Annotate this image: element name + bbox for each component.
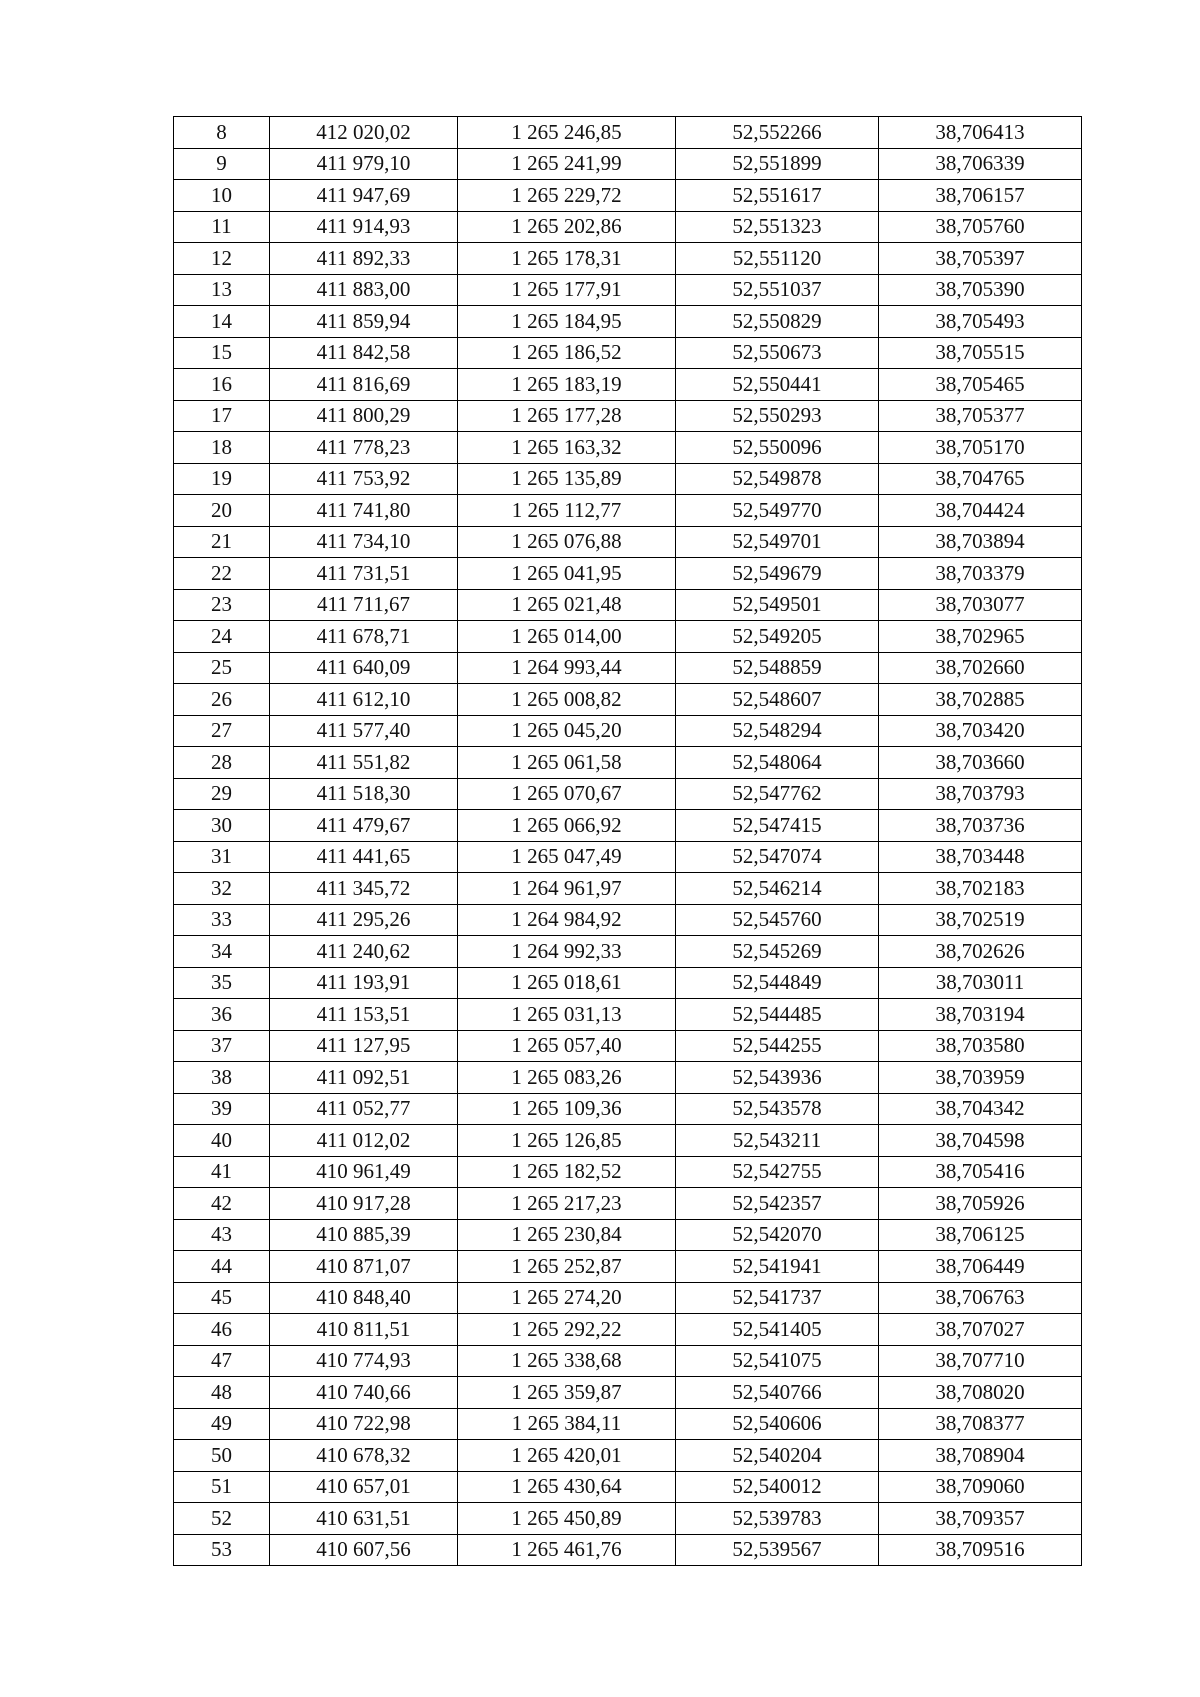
table-row	[174, 904, 1082, 936]
x-coordinate-cell: 410 774,93	[270, 1345, 458, 1377]
longitude-cell: 38,709516	[879, 1534, 1082, 1566]
latitude-cell: 52,550441	[676, 369, 879, 401]
longitude-cell: 38,703011	[879, 967, 1082, 999]
longitude-cell: 38,706157	[879, 180, 1082, 212]
longitude-cell: 38,705760	[879, 211, 1082, 243]
coordinates-table-body	[174, 117, 1082, 1566]
point-number-cell: 31	[174, 841, 270, 873]
point-number-cell: 8	[174, 117, 270, 149]
point-number-cell: 39	[174, 1093, 270, 1125]
longitude-cell: 38,709060	[879, 1471, 1082, 1503]
x-coordinate-cell: 411 612,10	[270, 684, 458, 716]
x-coordinate-cell: 411 741,80	[270, 495, 458, 527]
x-coordinate-cell: 410 848,40	[270, 1282, 458, 1314]
latitude-cell: 52,550829	[676, 306, 879, 338]
longitude-cell: 38,706125	[879, 1219, 1082, 1251]
point-number-cell: 46	[174, 1314, 270, 1346]
table-row	[174, 1408, 1082, 1440]
y-coordinate-cell: 1 265 230,84	[458, 1219, 676, 1251]
y-coordinate-cell: 1 265 420,01	[458, 1440, 676, 1472]
y-coordinate-cell: 1 265 384,11	[458, 1408, 676, 1440]
point-number-cell: 42	[174, 1188, 270, 1220]
y-coordinate-cell: 1 265 252,87	[458, 1251, 676, 1283]
table-row	[174, 526, 1082, 558]
x-coordinate-cell: 411 092,51	[270, 1062, 458, 1094]
x-coordinate-cell: 411 734,10	[270, 526, 458, 558]
latitude-cell: 52,543578	[676, 1093, 879, 1125]
table-row	[174, 400, 1082, 432]
x-coordinate-cell: 412 020,02	[270, 117, 458, 149]
longitude-cell: 38,705397	[879, 243, 1082, 275]
table-row	[174, 967, 1082, 999]
latitude-cell: 52,545269	[676, 936, 879, 968]
latitude-cell: 52,550293	[676, 400, 879, 432]
y-coordinate-cell: 1 264 993,44	[458, 652, 676, 684]
table-row	[174, 1251, 1082, 1283]
point-number-cell: 53	[174, 1534, 270, 1566]
latitude-cell: 52,547415	[676, 810, 879, 842]
y-coordinate-cell: 1 265 109,36	[458, 1093, 676, 1125]
x-coordinate-cell: 410 631,51	[270, 1503, 458, 1535]
point-number-cell: 23	[174, 589, 270, 621]
y-coordinate-cell: 1 265 177,28	[458, 400, 676, 432]
table-row	[174, 274, 1082, 306]
longitude-cell: 38,705377	[879, 400, 1082, 432]
table-row	[174, 306, 1082, 338]
latitude-cell: 52,548607	[676, 684, 879, 716]
latitude-cell: 52,548859	[676, 652, 879, 684]
y-coordinate-cell: 1 265 177,91	[458, 274, 676, 306]
longitude-cell: 38,705465	[879, 369, 1082, 401]
y-coordinate-cell: 1 265 047,49	[458, 841, 676, 873]
longitude-cell: 38,705170	[879, 432, 1082, 464]
y-coordinate-cell: 1 265 014,00	[458, 621, 676, 653]
latitude-cell: 52,540606	[676, 1408, 879, 1440]
x-coordinate-cell: 411 753,92	[270, 463, 458, 495]
table-row	[174, 243, 1082, 275]
table-row	[174, 495, 1082, 527]
y-coordinate-cell: 1 264 992,33	[458, 936, 676, 968]
y-coordinate-cell: 1 265 163,32	[458, 432, 676, 464]
y-coordinate-cell: 1 265 186,52	[458, 337, 676, 369]
point-number-cell: 14	[174, 306, 270, 338]
y-coordinate-cell: 1 265 083,26	[458, 1062, 676, 1094]
point-number-cell: 43	[174, 1219, 270, 1251]
latitude-cell: 52,551899	[676, 148, 879, 180]
latitude-cell: 52,550673	[676, 337, 879, 369]
point-number-cell: 22	[174, 558, 270, 590]
x-coordinate-cell: 410 961,49	[270, 1156, 458, 1188]
y-coordinate-cell: 1 265 461,76	[458, 1534, 676, 1566]
y-coordinate-cell: 1 265 057,40	[458, 1030, 676, 1062]
point-number-cell: 32	[174, 873, 270, 905]
longitude-cell: 38,704598	[879, 1125, 1082, 1157]
x-coordinate-cell: 410 740,66	[270, 1377, 458, 1409]
latitude-cell: 52,552266	[676, 117, 879, 149]
table-row	[174, 715, 1082, 747]
x-coordinate-cell: 411 012,02	[270, 1125, 458, 1157]
point-number-cell: 12	[174, 243, 270, 275]
longitude-cell: 38,706339	[879, 148, 1082, 180]
y-coordinate-cell: 1 265 182,52	[458, 1156, 676, 1188]
y-coordinate-cell: 1 265 178,31	[458, 243, 676, 275]
y-coordinate-cell: 1 265 045,20	[458, 715, 676, 747]
x-coordinate-cell: 411 127,95	[270, 1030, 458, 1062]
x-coordinate-cell: 411 551,82	[270, 747, 458, 779]
longitude-cell: 38,702183	[879, 873, 1082, 905]
longitude-cell: 38,703379	[879, 558, 1082, 590]
y-coordinate-cell: 1 265 450,89	[458, 1503, 676, 1535]
table-row	[174, 841, 1082, 873]
longitude-cell: 38,709357	[879, 1503, 1082, 1535]
latitude-cell: 52,547074	[676, 841, 879, 873]
longitude-cell: 38,708377	[879, 1408, 1082, 1440]
coordinates-table	[173, 116, 1082, 1566]
point-number-cell: 10	[174, 180, 270, 212]
y-coordinate-cell: 1 265 217,23	[458, 1188, 676, 1220]
table-row	[174, 652, 1082, 684]
x-coordinate-cell: 411 479,67	[270, 810, 458, 842]
y-coordinate-cell: 1 265 246,85	[458, 117, 676, 149]
table-row	[174, 558, 1082, 590]
latitude-cell: 52,547762	[676, 778, 879, 810]
x-coordinate-cell: 410 678,32	[270, 1440, 458, 1472]
table-row	[174, 999, 1082, 1031]
x-coordinate-cell: 410 657,01	[270, 1471, 458, 1503]
latitude-cell: 52,549501	[676, 589, 879, 621]
x-coordinate-cell: 411 947,69	[270, 180, 458, 212]
table-row	[174, 463, 1082, 495]
table-row	[174, 1440, 1082, 1472]
x-coordinate-cell: 411 711,67	[270, 589, 458, 621]
x-coordinate-cell: 410 917,28	[270, 1188, 458, 1220]
table-row	[174, 337, 1082, 369]
x-coordinate-cell: 411 193,91	[270, 967, 458, 999]
x-coordinate-cell: 411 914,93	[270, 211, 458, 243]
y-coordinate-cell: 1 264 984,92	[458, 904, 676, 936]
longitude-cell: 38,705493	[879, 306, 1082, 338]
point-number-cell: 30	[174, 810, 270, 842]
y-coordinate-cell: 1 265 126,85	[458, 1125, 676, 1157]
latitude-cell: 52,551617	[676, 180, 879, 212]
table-row	[174, 148, 1082, 180]
point-number-cell: 51	[174, 1471, 270, 1503]
x-coordinate-cell: 411 153,51	[270, 999, 458, 1031]
longitude-cell: 38,702885	[879, 684, 1082, 716]
table-row	[174, 684, 1082, 716]
x-coordinate-cell: 411 979,10	[270, 148, 458, 180]
longitude-cell: 38,706763	[879, 1282, 1082, 1314]
point-number-cell: 44	[174, 1251, 270, 1283]
y-coordinate-cell: 1 265 066,92	[458, 810, 676, 842]
table-row	[174, 1503, 1082, 1535]
point-number-cell: 13	[174, 274, 270, 306]
latitude-cell: 52,543936	[676, 1062, 879, 1094]
latitude-cell: 52,549679	[676, 558, 879, 590]
latitude-cell: 52,545760	[676, 904, 879, 936]
latitude-cell: 52,544255	[676, 1030, 879, 1062]
latitude-cell: 52,550096	[676, 432, 879, 464]
longitude-cell: 38,707710	[879, 1345, 1082, 1377]
point-number-cell: 48	[174, 1377, 270, 1409]
y-coordinate-cell: 1 265 229,72	[458, 180, 676, 212]
point-number-cell: 15	[174, 337, 270, 369]
point-number-cell: 27	[174, 715, 270, 747]
point-number-cell: 36	[174, 999, 270, 1031]
point-number-cell: 35	[174, 967, 270, 999]
x-coordinate-cell: 411 892,33	[270, 243, 458, 275]
y-coordinate-cell: 1 265 041,95	[458, 558, 676, 590]
point-number-cell: 21	[174, 526, 270, 558]
point-number-cell: 37	[174, 1030, 270, 1062]
longitude-cell: 38,703959	[879, 1062, 1082, 1094]
latitude-cell: 52,540012	[676, 1471, 879, 1503]
x-coordinate-cell: 410 811,51	[270, 1314, 458, 1346]
table-row	[174, 873, 1082, 905]
longitude-cell: 38,702626	[879, 936, 1082, 968]
table-row	[174, 1188, 1082, 1220]
table-row	[174, 1156, 1082, 1188]
y-coordinate-cell: 1 265 241,99	[458, 148, 676, 180]
x-coordinate-cell: 411 240,62	[270, 936, 458, 968]
point-number-cell: 17	[174, 400, 270, 432]
longitude-cell: 38,703420	[879, 715, 1082, 747]
point-number-cell: 34	[174, 936, 270, 968]
longitude-cell: 38,703736	[879, 810, 1082, 842]
latitude-cell: 52,542070	[676, 1219, 879, 1251]
point-number-cell: 45	[174, 1282, 270, 1314]
x-coordinate-cell: 411 052,77	[270, 1093, 458, 1125]
table-row	[174, 1282, 1082, 1314]
y-coordinate-cell: 1 265 338,68	[458, 1345, 676, 1377]
latitude-cell: 52,546214	[676, 873, 879, 905]
latitude-cell: 52,543211	[676, 1125, 879, 1157]
latitude-cell: 52,542755	[676, 1156, 879, 1188]
point-number-cell: 16	[174, 369, 270, 401]
y-coordinate-cell: 1 265 112,77	[458, 495, 676, 527]
latitude-cell: 52,549770	[676, 495, 879, 527]
point-number-cell: 20	[174, 495, 270, 527]
latitude-cell: 52,544849	[676, 967, 879, 999]
x-coordinate-cell: 411 778,23	[270, 432, 458, 464]
table-row	[174, 1030, 1082, 1062]
table-row	[174, 180, 1082, 212]
y-coordinate-cell: 1 265 359,87	[458, 1377, 676, 1409]
table-row	[174, 369, 1082, 401]
latitude-cell: 52,551037	[676, 274, 879, 306]
x-coordinate-cell: 411 345,72	[270, 873, 458, 905]
x-coordinate-cell: 411 800,29	[270, 400, 458, 432]
latitude-cell: 52,551120	[676, 243, 879, 275]
table-row	[174, 1471, 1082, 1503]
table-row	[174, 810, 1082, 842]
point-number-cell: 24	[174, 621, 270, 653]
y-coordinate-cell: 1 265 018,61	[458, 967, 676, 999]
table-row	[174, 211, 1082, 243]
longitude-cell: 38,703194	[879, 999, 1082, 1031]
table-row	[174, 589, 1082, 621]
latitude-cell: 52,549205	[676, 621, 879, 653]
y-coordinate-cell: 1 265 202,86	[458, 211, 676, 243]
latitude-cell: 52,548294	[676, 715, 879, 747]
latitude-cell: 52,549701	[676, 526, 879, 558]
y-coordinate-cell: 1 265 061,58	[458, 747, 676, 779]
y-coordinate-cell: 1 265 021,48	[458, 589, 676, 621]
table-row	[174, 1534, 1082, 1566]
longitude-cell: 38,705515	[879, 337, 1082, 369]
longitude-cell: 38,708904	[879, 1440, 1082, 1472]
table-row	[174, 1377, 1082, 1409]
y-coordinate-cell: 1 265 008,82	[458, 684, 676, 716]
point-number-cell: 26	[174, 684, 270, 716]
longitude-cell: 38,705416	[879, 1156, 1082, 1188]
point-number-cell: 29	[174, 778, 270, 810]
latitude-cell: 52,541405	[676, 1314, 879, 1346]
longitude-cell: 38,704765	[879, 463, 1082, 495]
y-coordinate-cell: 1 265 183,19	[458, 369, 676, 401]
latitude-cell: 52,551323	[676, 211, 879, 243]
latitude-cell: 52,544485	[676, 999, 879, 1031]
latitude-cell: 52,541941	[676, 1251, 879, 1283]
longitude-cell: 38,703580	[879, 1030, 1082, 1062]
point-number-cell: 33	[174, 904, 270, 936]
table-row	[174, 936, 1082, 968]
latitude-cell: 52,539783	[676, 1503, 879, 1535]
y-coordinate-cell: 1 265 274,20	[458, 1282, 676, 1314]
y-coordinate-cell: 1 265 070,67	[458, 778, 676, 810]
y-coordinate-cell: 1 265 135,89	[458, 463, 676, 495]
table-row	[174, 117, 1082, 149]
table-row	[174, 1345, 1082, 1377]
x-coordinate-cell: 411 731,51	[270, 558, 458, 590]
y-coordinate-cell: 1 265 292,22	[458, 1314, 676, 1346]
longitude-cell: 38,705390	[879, 274, 1082, 306]
latitude-cell: 52,541075	[676, 1345, 879, 1377]
longitude-cell: 38,707027	[879, 1314, 1082, 1346]
longitude-cell: 38,703660	[879, 747, 1082, 779]
point-number-cell: 52	[174, 1503, 270, 1535]
table-row	[174, 1093, 1082, 1125]
point-number-cell: 41	[174, 1156, 270, 1188]
table-row	[174, 1219, 1082, 1251]
table-row	[174, 1125, 1082, 1157]
y-coordinate-cell: 1 265 430,64	[458, 1471, 676, 1503]
table-row	[174, 432, 1082, 464]
point-number-cell: 50	[174, 1440, 270, 1472]
point-number-cell: 9	[174, 148, 270, 180]
longitude-cell: 38,706413	[879, 117, 1082, 149]
point-number-cell: 11	[174, 211, 270, 243]
latitude-cell: 52,541737	[676, 1282, 879, 1314]
longitude-cell: 38,702660	[879, 652, 1082, 684]
x-coordinate-cell: 411 842,58	[270, 337, 458, 369]
longitude-cell: 38,705926	[879, 1188, 1082, 1220]
table-row	[174, 1314, 1082, 1346]
longitude-cell: 38,703894	[879, 526, 1082, 558]
point-number-cell: 19	[174, 463, 270, 495]
x-coordinate-cell: 411 678,71	[270, 621, 458, 653]
latitude-cell: 52,549878	[676, 463, 879, 495]
table-row	[174, 621, 1082, 653]
y-coordinate-cell: 1 265 184,95	[458, 306, 676, 338]
table-row	[174, 778, 1082, 810]
x-coordinate-cell: 410 607,56	[270, 1534, 458, 1566]
point-number-cell: 40	[174, 1125, 270, 1157]
table-row	[174, 747, 1082, 779]
longitude-cell: 38,704342	[879, 1093, 1082, 1125]
x-coordinate-cell: 410 871,07	[270, 1251, 458, 1283]
longitude-cell: 38,702519	[879, 904, 1082, 936]
y-coordinate-cell: 1 264 961,97	[458, 873, 676, 905]
x-coordinate-cell: 411 640,09	[270, 652, 458, 684]
longitude-cell: 38,703793	[879, 778, 1082, 810]
latitude-cell: 52,540766	[676, 1377, 879, 1409]
longitude-cell: 38,703077	[879, 589, 1082, 621]
point-number-cell: 25	[174, 652, 270, 684]
latitude-cell: 52,548064	[676, 747, 879, 779]
point-number-cell: 18	[174, 432, 270, 464]
longitude-cell: 38,706449	[879, 1251, 1082, 1283]
longitude-cell: 38,702965	[879, 621, 1082, 653]
y-coordinate-cell: 1 265 076,88	[458, 526, 676, 558]
latitude-cell: 52,540204	[676, 1440, 879, 1472]
x-coordinate-cell: 410 885,39	[270, 1219, 458, 1251]
x-coordinate-cell: 411 441,65	[270, 841, 458, 873]
longitude-cell: 38,703448	[879, 841, 1082, 873]
point-number-cell: 38	[174, 1062, 270, 1094]
longitude-cell: 38,704424	[879, 495, 1082, 527]
x-coordinate-cell: 411 518,30	[270, 778, 458, 810]
point-number-cell: 47	[174, 1345, 270, 1377]
x-coordinate-cell: 411 883,00	[270, 274, 458, 306]
y-coordinate-cell: 1 265 031,13	[458, 999, 676, 1031]
table-row	[174, 1062, 1082, 1094]
x-coordinate-cell: 411 859,94	[270, 306, 458, 338]
longitude-cell: 38,708020	[879, 1377, 1082, 1409]
x-coordinate-cell: 410 722,98	[270, 1408, 458, 1440]
latitude-cell: 52,539567	[676, 1534, 879, 1566]
point-number-cell: 28	[174, 747, 270, 779]
latitude-cell: 52,542357	[676, 1188, 879, 1220]
x-coordinate-cell: 411 816,69	[270, 369, 458, 401]
x-coordinate-cell: 411 577,40	[270, 715, 458, 747]
x-coordinate-cell: 411 295,26	[270, 904, 458, 936]
point-number-cell: 49	[174, 1408, 270, 1440]
